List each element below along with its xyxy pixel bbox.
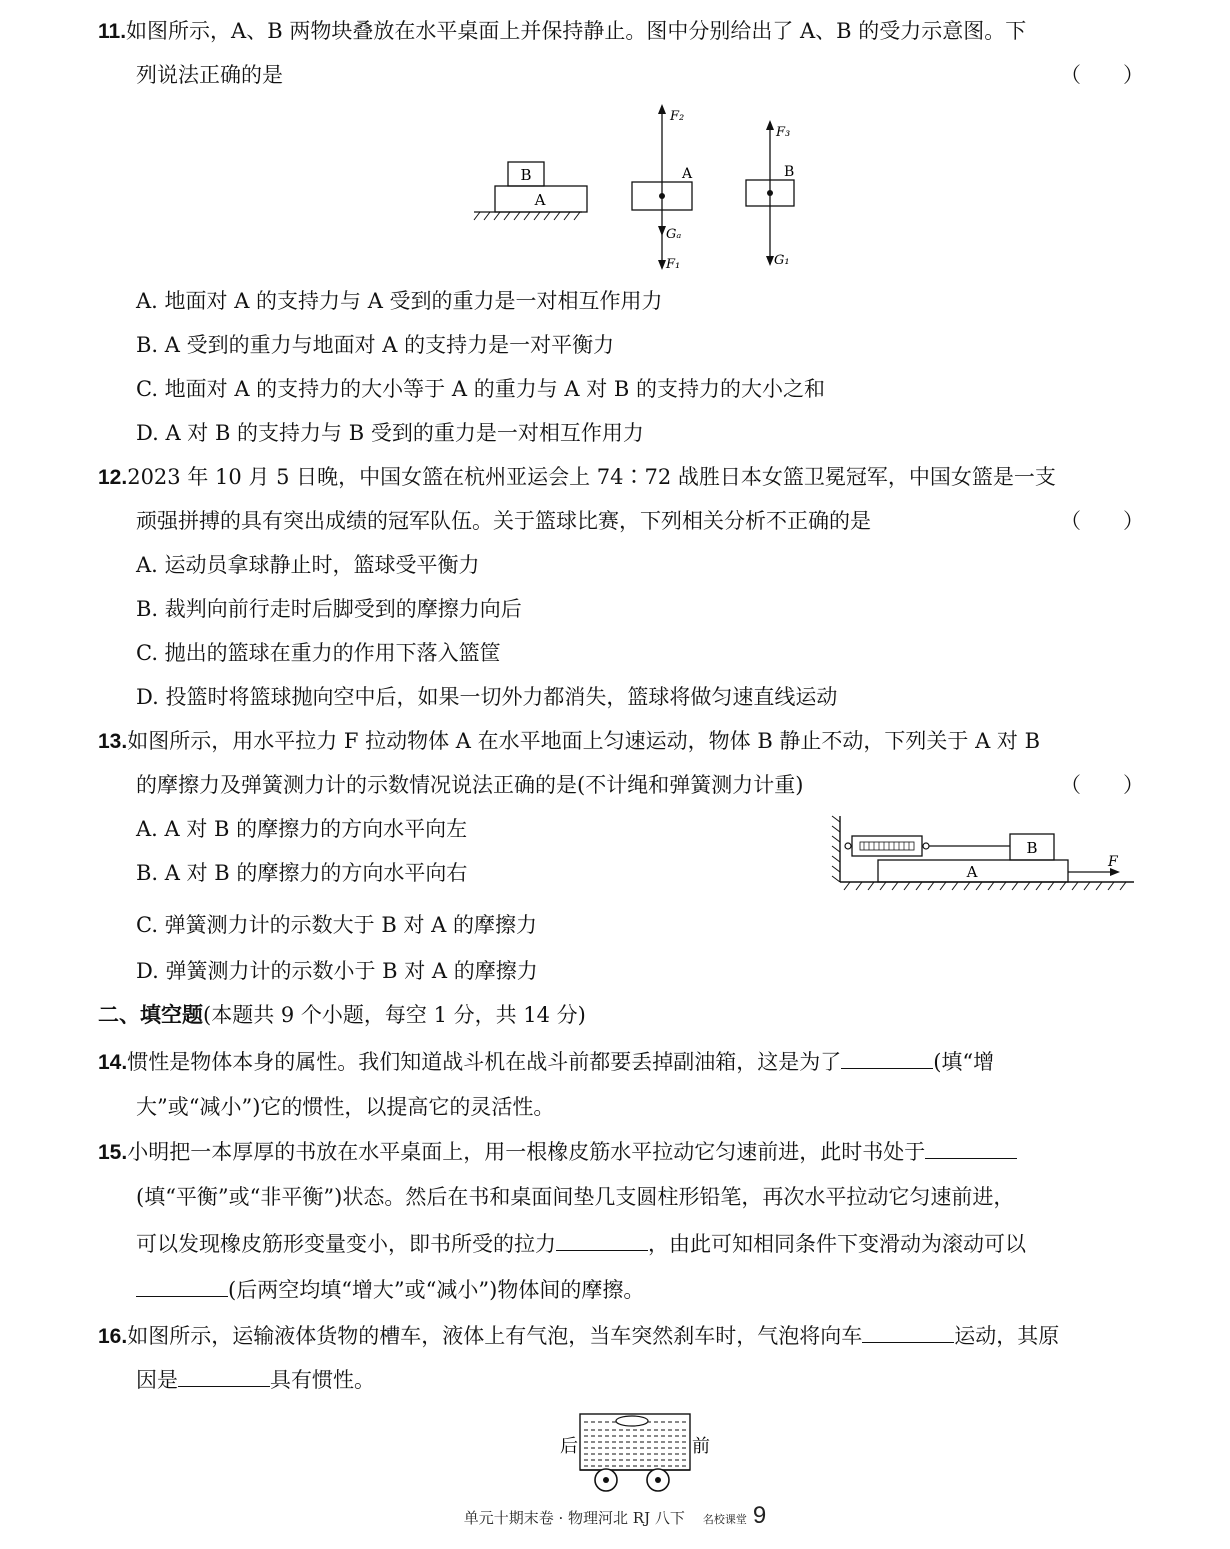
q16-line2 <box>136 1364 375 1395</box>
q11-answer-paren: （ ） <box>1060 63 1144 87</box>
block-a-label: A <box>534 191 546 209</box>
q12-answer-paren: （ ） <box>1060 509 1144 533</box>
q16-text-2b: 具有惯性。 <box>270 1368 375 1392</box>
label-f1: F₁ <box>666 257 681 272</box>
q14-text-1a: 惯性是物体本身的属性。我们知道战斗机在战斗前都要丢掉副油箱，这是为了 <box>127 1050 842 1074</box>
label-front: 前 <box>692 1436 710 1457</box>
q16-blank-1[interactable] <box>862 1320 954 1343</box>
q14-line2: 大”或“减小”)它的惯性，以提高它的灵活性。 <box>136 1095 555 1119</box>
page-footer <box>0 1502 1230 1530</box>
q13-option-d: D. 弹簧测力计的示数小于 B 对 A 的摩擦力 <box>136 959 538 983</box>
q12-number: 12. <box>98 466 128 489</box>
footer-text: 单元十期末卷 · 物理河北 RJ 八下 <box>463 1509 685 1527</box>
q16-line1 <box>98 1320 1059 1352</box>
q15-line2: (填“平衡”或“非平衡”)状态。然后在书和桌面间垫几支圆柱形铅笔，再次水平拉动它匀速前进， <box>136 1185 1015 1209</box>
q16-tank-truck-diagram <box>556 1408 720 1494</box>
q13-block-a-label: A <box>966 863 978 881</box>
q15-line3 <box>136 1228 1026 1259</box>
q15-blank-3[interactable] <box>136 1274 228 1297</box>
q15-text-4b: (后两空均填“增大”或“减小”)物体间的摩擦。 <box>228 1278 645 1302</box>
q15-line4 <box>136 1274 644 1305</box>
q14-text-1b: (填“增 <box>933 1050 995 1074</box>
q12-option-b: B. 裁判向前行走时后脚受到的摩擦力向后 <box>136 597 522 621</box>
q13-line2: 的摩擦力及弹簧测力计的示数情况说法正确的是(不计绳和弹簧测力计重) <box>136 773 804 797</box>
q13-force-f-label: F <box>1108 854 1118 870</box>
q13-block-b-label: B <box>1026 839 1038 857</box>
q12-line2: 顽强拼搏的具有突出成绩的冠军队伍。关于篮球比赛，下列相关分析不正确的是 <box>136 509 871 533</box>
q14-line1 <box>98 1046 994 1078</box>
q12-line1 <box>98 462 1056 493</box>
q12-option-a: A. 运动员拿球静止时，篮球受平衡力 <box>136 553 480 577</box>
footer-brand-logo: 名校课堂 <box>702 1513 747 1526</box>
block-b-label: B <box>520 166 532 184</box>
q16-text-1a: 如图所示，运输液体货物的槽车，液体上有气泡，当车突然刹车时，气泡将向车 <box>127 1324 863 1348</box>
q15-text-3b: ，由此可知相同条件下变滑动为滚动可以 <box>648 1232 1026 1256</box>
q11-option-c: C. 地面对 A 的支持力的大小等于 A 的重力与 A 对 B 的支持力的大小之和 <box>136 377 825 401</box>
fbd-a-label: A <box>682 166 693 182</box>
q12-option-d: D. 投篮时将篮球抛向空中后，如果一切外力都消失，篮球将做匀速直线运动 <box>136 685 838 709</box>
q16-blank-2[interactable] <box>178 1364 270 1387</box>
q11-number: 11. <box>98 20 127 43</box>
label-f3: F₃ <box>776 125 791 140</box>
section2-title: 二、填空题 <box>98 1004 203 1027</box>
label-ga: Gₐ <box>666 227 682 242</box>
q11-line2: 列说法正确的是 <box>136 63 283 87</box>
q16-text-1b: 运动，其原 <box>954 1324 1060 1348</box>
q15-text-3a: 可以发现橡皮筋形变量变小，即书所受的拉力 <box>136 1232 556 1256</box>
fbd-b-label: B <box>784 164 795 180</box>
label-back: 后 <box>560 1436 578 1457</box>
q16-text-2a: 因是 <box>136 1368 178 1392</box>
q14-blank-1[interactable] <box>841 1046 933 1069</box>
q15-blank-2[interactable] <box>556 1228 648 1251</box>
q11-force-diagram <box>460 98 820 276</box>
section2-note: (本题共 9 个小题，每空 1 分，共 14 分) <box>203 1003 586 1027</box>
page-number: 9 <box>752 1502 767 1529</box>
q15-text-1a: 小明把一本厚厚的书放在水平桌面上，用一根橡皮筋水平拉动它匀速前进，此时书处于 <box>127 1140 926 1164</box>
q13-number: 13. <box>98 730 128 753</box>
q13-text-1: 如图所示，用水平拉力 F 拉动物体 A 在水平地面上匀速运动，物体 B 静止不动，下列关于 A 对 B <box>127 729 1041 753</box>
q12-option-c: C. 抛出的篮球在重力的作用下落入篮筐 <box>136 641 501 665</box>
q11-line1 <box>98 16 1026 47</box>
q11-option-a: A. 地面对 A 的支持力与 A 受到的重力是一对相互作用力 <box>136 289 663 313</box>
q16-number: 16. <box>98 1325 128 1348</box>
bubble <box>616 1416 648 1426</box>
q15-blank-1[interactable] <box>925 1136 1017 1159</box>
q11-option-d: D. A 对 B 的支持力与 B 受到的重力是一对相互作用力 <box>136 421 644 445</box>
q12-text-1: 2023 年 10 月 5 日晚，中国女篮在杭州亚运会上 74∶72 战胜日本女篮卫冕冠军，中国女篮是一支 <box>127 465 1056 489</box>
q15-line1 <box>98 1136 1017 1168</box>
q13-line1 <box>98 726 1040 757</box>
q15-number: 15. <box>98 1141 128 1164</box>
q13-spring-scale-diagram <box>826 812 1138 896</box>
q13-option-b: B. A 对 B 的摩擦力的方向水平向右 <box>136 861 468 885</box>
q11-option-b: B. A 受到的重力与地面对 A 的支持力是一对平衡力 <box>136 333 615 357</box>
label-g1: G₁ <box>774 253 790 268</box>
q13-option-c: C. 弹簧测力计的示数大于 B 对 A 的摩擦力 <box>136 913 537 937</box>
spring-scale <box>852 836 922 856</box>
q11-text-1: 如图所示，A、B 两物块叠放在水平桌面上并保持静止。图中分别给出了 A、B 的受力示意图。下 <box>126 19 1027 43</box>
q13-answer-paren: （ ） <box>1060 773 1144 797</box>
q13-option-a: A. A 对 B 的摩擦力的方向水平向左 <box>136 817 468 841</box>
section2-header <box>98 1000 586 1031</box>
label-f2: F₂ <box>670 109 685 124</box>
q14-number: 14. <box>98 1051 128 1074</box>
